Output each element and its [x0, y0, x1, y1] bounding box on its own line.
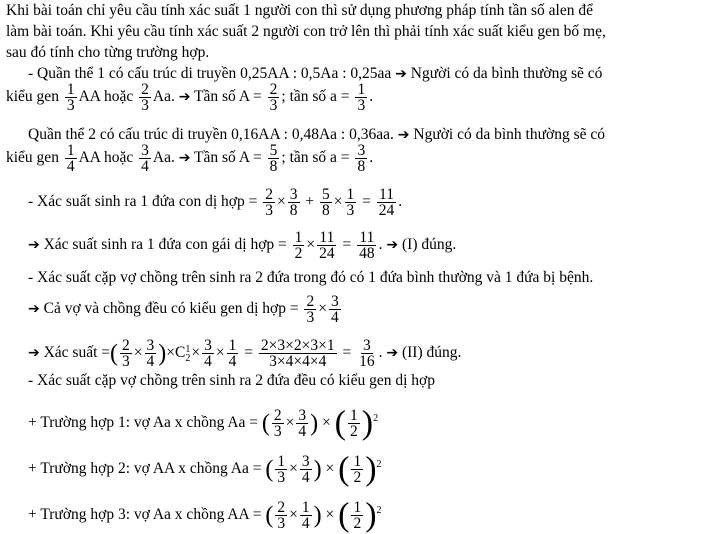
fraction: $\frac{1}{2}$	[353, 499, 362, 532]
fraction: $\frac{3}{16}$	[359, 337, 375, 370]
open-paren: (	[265, 456, 274, 483]
fraction: $\frac{1}{3}$	[357, 81, 366, 114]
fraction: $\frac{1}{2}$	[349, 407, 358, 440]
prob-label: Xác suất =	[43, 344, 111, 362]
case-label: + Trường hợp 2: vợ AA x chồng Aa =	[28, 460, 262, 478]
close-paren: )	[158, 340, 167, 367]
open-paren: (	[261, 410, 270, 437]
arrow-icon: ➔	[178, 150, 191, 167]
fraction: $\frac{2}{3}$	[265, 186, 273, 219]
freq-A-label: Tần số A =	[194, 88, 262, 106]
close-paren: )	[313, 502, 322, 529]
fraction: $\frac{2}{3}$	[277, 499, 286, 532]
case-label: + Trường hợp 3: vợ Aa x chồng AA =	[28, 506, 262, 524]
case-label: + Trường hợp 1: vợ Aa x chồng Aa =	[28, 414, 259, 432]
fraction: $\frac{3}{4}$	[330, 293, 339, 326]
genotype-prefix: kiểu gen	[6, 149, 59, 167]
freq-a-label: ; tần số a =	[281, 88, 350, 106]
Aa-label: Aa.	[152, 149, 175, 167]
fraction: $\frac{11}{24}$	[319, 229, 335, 262]
exponent: 2	[376, 504, 382, 516]
freq-A-label: Tần số A =	[194, 149, 262, 167]
arrow-icon: ➔	[395, 66, 407, 82]
fraction: $\frac{2}{3}$	[273, 407, 282, 440]
combination-indices: 1 2	[185, 343, 191, 364]
close-paren: )	[365, 496, 377, 534]
prob-couple-two-children-line: - Xác suất cặp vợ chồng trên sinh ra 2 đứa trong đó có 1 đứa bình thường và 1 đứa bị bệnh.	[28, 269, 594, 286]
aa-label: AA hoặc	[78, 149, 134, 167]
fraction: $\frac{2}{3}$	[269, 81, 278, 114]
population-1-text: - Quần thể 1 có cấu trúc di truyền 0,25AA : 0,5Aa : 0,25aa	[28, 65, 392, 82]
case-2-line: + Trường hợp 2: vợ AA x chồng Aa = ( $\frac{1}{3}$ × $\frac{3}{4}$ ) × ( $\frac{1}{2}$ )$^2$	[28, 450, 382, 488]
population-1-result: Người có da bình thường sẽ có	[410, 65, 603, 82]
fraction: $\frac{2}{3}$	[122, 337, 130, 370]
fraction: $\frac{3}{4}$	[204, 337, 212, 370]
prob-heterozygous-child-line: - Xác suất sinh ra 1 đứa con dị hợp = $\frac{2}{3}$ × $\frac{3}{8}$ + $\frac{5}{8}$ × $\frac{1}{3}$ = $\frac{11}{24}$ .	[28, 186, 403, 219]
genotype-prefix: kiểu gen	[6, 88, 59, 106]
prob-label: - Xác suất sinh ra 1 đứa con dị hợp =	[28, 193, 258, 211]
fraction: $\frac{3}{4}$	[141, 142, 149, 175]
fraction: $\frac{1}{2}$	[294, 229, 303, 262]
fraction: $\frac{11}{48}$	[359, 229, 375, 262]
case-3-line: + Trường hợp 3: vợ Aa x chồng AA = ( $\frac{2}{3}$ × $\frac{1}{4}$ ) × ( $\frac{1}{2}$ )$^2$	[28, 496, 382, 534]
population-2-genotype-line: kiểu gen $\frac{1}{4}$ AA hoặc $\frac{3}{4}$ Aa. ➔ Tần số A = $\frac{5}{8}$ ; tần số a = $\frac{3}{8}$ .	[6, 142, 374, 175]
freq-a-label: ; tần số a =	[281, 149, 350, 167]
fraction: $\frac{1}{4}$	[228, 337, 237, 370]
fraction: $\frac{3}{4}$	[301, 453, 310, 486]
case-1-line: + Trường hợp 1: vợ Aa x chồng Aa = ( $\frac{2}{3}$ × $\frac{3}{4}$ ) × ( $\frac{1}{2}$ )$^2$	[28, 404, 379, 442]
Aa-label: Aa.	[152, 88, 175, 106]
arrow-icon: ➔	[28, 301, 40, 318]
prob-heterozygous-daughter-line: ➔ Xác suất sinh ra 1 đứa con gái dị hợp = $\frac{1}{2}$ × $\frac{11}{24}$ = $\frac{11}{48}$ . ➔ (I) đúng.	[28, 229, 457, 262]
population-2-line	[28, 125, 605, 145]
exponent: 2	[373, 412, 379, 424]
population-1-genotype-line: kiểu gen $\frac{1}{3}$ AA hoặc $\frac{2}{3}$ Aa. ➔ Tần số A = $\frac{2}{3}$ ; tần số a = $\frac{1}{3}$ .	[6, 81, 374, 114]
close-paren: )	[310, 410, 319, 437]
open-paren: (	[338, 450, 350, 488]
arrow-icon: ➔	[397, 127, 410, 143]
fraction: $\frac{11}{24}$	[378, 186, 395, 219]
fraction: $\frac{1}{4}$	[301, 499, 310, 532]
population-2-text: Quần thể 2 có cấu trúc di truyền 0,16AA : 0,48Aa : 0,36aa.	[28, 126, 394, 143]
prob-label: Cả vợ và chồng đều có kiểu gen dị hợp =	[43, 300, 299, 318]
arrow-icon: ➔	[28, 237, 40, 254]
intro-line-2: làm bài toán. Khi yêu cầu tính xác suất 2 người con trở lên thì phải tính xác suất kiểu gen bố mẹ,	[6, 23, 606, 40]
verdict-1: (I) đúng.	[402, 236, 457, 254]
population-2-result: Người có da bình thường sẽ có	[413, 126, 605, 143]
fraction: $\frac{1}{3}$	[277, 453, 286, 486]
verdict-2: (II) đúng.	[401, 344, 462, 362]
prob-label: Xác suất sinh ra 1 đứa con gái dị hợp =	[43, 236, 287, 254]
fraction: $\frac{5}{8}$	[322, 186, 330, 219]
open-paren: (	[265, 502, 274, 529]
prob-calculation-line: ➔ Xác suất =( $\frac{2}{3}$ × $\frac{3}{4}$ )×C 1 2 × $\frac{3}{4}$ × $\frac{1}{4}$ = $\frac{2\times 3\times 2\times 3\times 1}{3\times 4\times 4\times 4}$ = $\frac{3}{16}$ . ➔ (II) đúng.	[28, 337, 462, 370]
fraction: $\frac{3}{8}$	[289, 186, 298, 219]
close-paren: )	[361, 404, 374, 442]
arrow-icon: ➔	[178, 89, 191, 106]
fraction: $\frac{2}{3}$	[306, 293, 315, 326]
fraction: $\frac{2\times 3\times 2\times 3\times 1}{3\times 4\times 4\times 4}$	[260, 337, 335, 370]
open-paren: (	[334, 404, 346, 442]
fraction: $\frac{1}{2}$	[353, 453, 362, 486]
fraction: $\frac{1}{3}$	[66, 81, 75, 114]
both-heterozygous-line: ➔ Cả vợ và chồng đều có kiểu gen dị hợp = $\frac{2}{3}$ × $\frac{3}{4}$	[28, 293, 339, 326]
combination-symbol: C	[175, 344, 186, 362]
open-paren: (	[110, 340, 119, 367]
close-paren: )	[313, 456, 322, 483]
arrow-icon: ➔	[28, 345, 40, 362]
fraction: $\frac{5}{8}$	[269, 142, 278, 175]
arrow-icon: ➔	[386, 345, 399, 362]
population-1-line	[28, 64, 602, 84]
fraction: $\frac{3}{8}$	[357, 142, 366, 175]
intro-line-3: sau đó tính cho từng trường hợp.	[6, 44, 210, 61]
close-paren: )	[365, 450, 377, 488]
fraction: $\frac{1}{4}$	[66, 142, 75, 175]
arrow-icon: ➔	[386, 237, 399, 254]
fraction: $\frac{2}{3}$	[141, 81, 149, 114]
fraction: $\frac{1}{3}$	[346, 186, 355, 219]
aa-label: AA hoặc	[78, 88, 134, 106]
exponent: 2	[376, 458, 382, 470]
intro-line-1: Khi bài toán chỉ yêu cầu tính xác suất 1 người con thì sử dụng phương pháp tính tần số alen để	[6, 2, 593, 19]
fraction: $\frac{3}{4}$	[298, 407, 307, 440]
fraction: $\frac{3}{4}$	[146, 337, 155, 370]
open-paren: (	[338, 496, 350, 534]
prob-two-heterozygous-line: - Xác suất cặp vợ chồng trên sinh ra 2 đứa đều có kiểu gen dị hợp	[28, 372, 436, 389]
